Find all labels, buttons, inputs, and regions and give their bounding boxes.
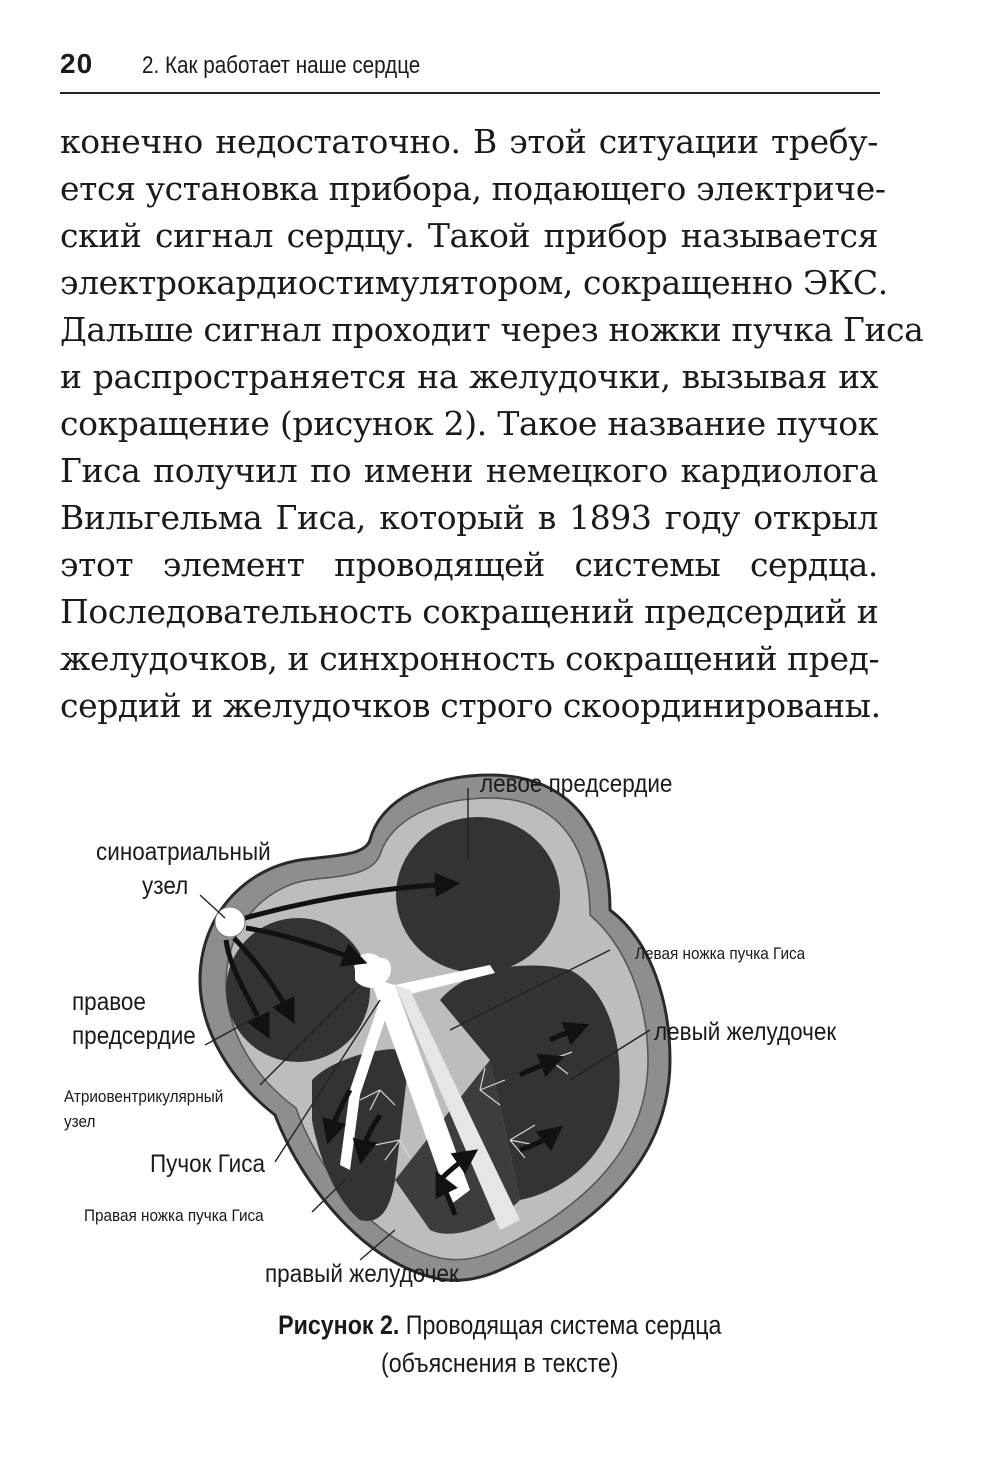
body-line: конечно недостаточно. В этой ситуации требу- bbox=[60, 122, 878, 161]
chapter-title: 2. Как работает наше сердце bbox=[142, 52, 421, 79]
caption-subtitle: (объяснения в тексте) bbox=[381, 1348, 619, 1378]
label-right-ventricle: правый желудочек bbox=[265, 1260, 459, 1288]
page-number: 20 bbox=[60, 48, 94, 79]
sa-node bbox=[215, 907, 245, 937]
label-av-node-line1: Атриовентрикулярный bbox=[64, 1087, 224, 1106]
body-line: желудочков, и синхронность сокращений пред- bbox=[60, 639, 880, 678]
figure-caption bbox=[100, 1306, 900, 1382]
body-line: электрокардиостимулятором, сокращенно ЭКС. bbox=[60, 263, 888, 302]
caption-label: Рисунок 2. bbox=[278, 1310, 400, 1340]
left-atrium-chamber bbox=[396, 817, 560, 973]
label-right-atrium-line1: правое bbox=[72, 988, 146, 1016]
leader-sa-node bbox=[200, 895, 225, 918]
label-sa-node-line2: узел bbox=[142, 872, 189, 900]
body-line: Гиса получил по имени немецкого кардиолога bbox=[60, 451, 878, 490]
body-text bbox=[60, 118, 924, 729]
label-left-atrium: левое предсердие bbox=[480, 770, 673, 798]
label-sa-node-line1: синоатриальный bbox=[96, 838, 271, 866]
heart-conduction-figure bbox=[50, 760, 950, 1320]
body-line: ется установка прибора, подающего электриче- bbox=[60, 169, 886, 208]
body-line: Последовательность сокращений предсердий и bbox=[60, 592, 879, 631]
label-bundle-of-his: Пучок Гиса bbox=[150, 1150, 266, 1178]
body-line: этот элемент проводящей системы сердца. bbox=[60, 545, 878, 584]
body-line: сокращение (рисунок 2). Такое название пучок bbox=[60, 404, 878, 443]
label-right-atrium-line2: предсердие bbox=[72, 1022, 196, 1050]
body-line: Вильгельма Гиса, который в 1893 году открыл bbox=[60, 498, 878, 537]
label-left-ventricle: левый желудочек bbox=[654, 1018, 837, 1046]
body-line: Дальше сигнал проходит через ножки пучка Гиса bbox=[60, 310, 924, 349]
body-line: ский сигнал сердцу. Такой прибор называется bbox=[60, 216, 878, 255]
body-line: и распространяется на желудочки, вызывая их bbox=[60, 357, 878, 396]
label-av-node-line2: узел bbox=[64, 1112, 96, 1131]
label-right-bundle-branch: Правая ножка пучка Гиса bbox=[84, 1206, 264, 1225]
body-line: сердий и желудочков строго скоординированы. bbox=[60, 686, 881, 725]
caption-title: Проводящая система сердца bbox=[406, 1310, 722, 1340]
label-left-bundle-branch: Левая ножка пучка Гиса bbox=[635, 944, 806, 963]
running-head bbox=[60, 42, 880, 94]
